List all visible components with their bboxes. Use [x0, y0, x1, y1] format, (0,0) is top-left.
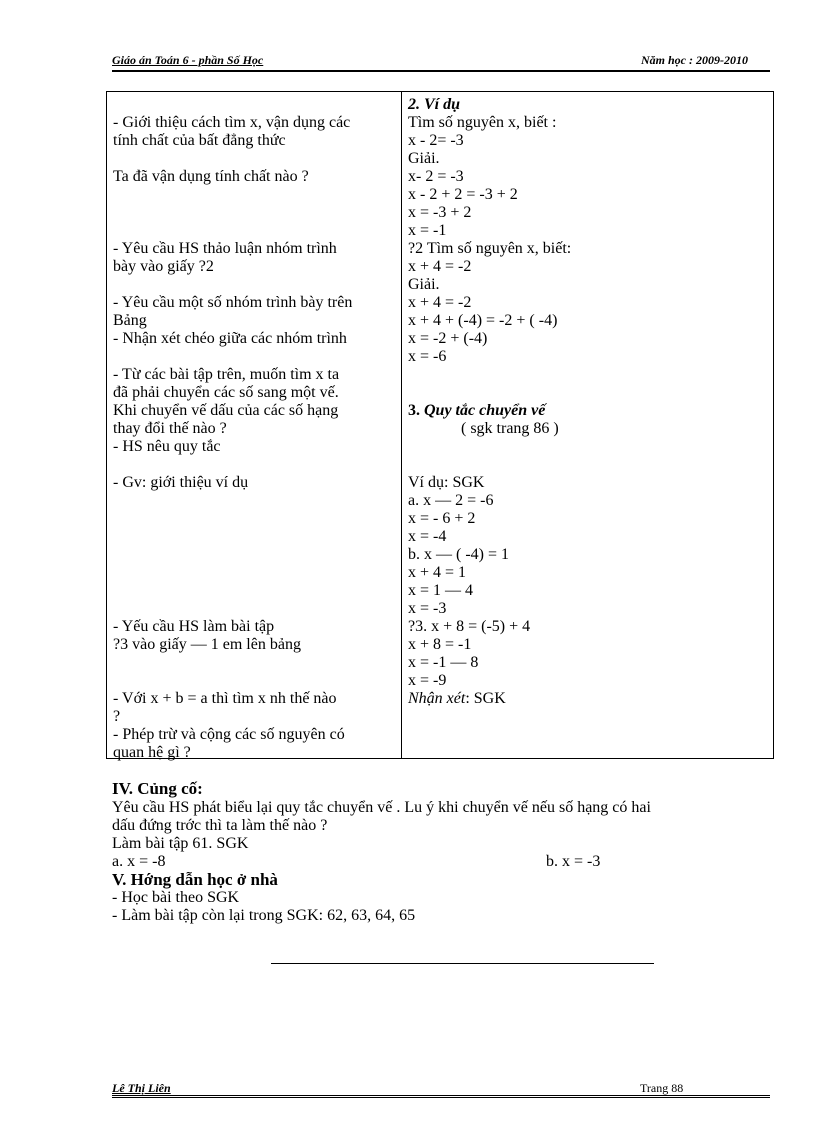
- section-v-line: - Làm bài tập còn lại trong SGK: 62, 63, 64, 65: [112, 907, 416, 924]
- left-line: Bảng: [113, 312, 147, 329]
- right-line: x - 2= -3: [408, 132, 464, 149]
- left-line: - Từ các bài tập trên, muốn tìm x ta: [113, 366, 340, 383]
- remark-line: [408, 690, 506, 708]
- lesson-table: [106, 91, 774, 759]
- right-line: Giải.: [408, 276, 440, 293]
- section-iv-line: Làm bài tập 61. SGK: [112, 835, 249, 852]
- remark-value: : SGK: [465, 690, 506, 707]
- page-number: Trang 88: [640, 1081, 684, 1095]
- example-heading: 2. Ví dụ: [408, 96, 461, 113]
- footer-rule: [112, 1097, 770, 1098]
- right-line: x = -4: [408, 528, 447, 545]
- right-line: x- 2 = -3: [408, 168, 464, 185]
- right-line: x = - 6 + 2: [408, 510, 476, 527]
- answer-a: a. x = -8: [112, 853, 166, 870]
- section-iv-line: dấu đứng trớc thì ta làm thế nào ?: [112, 817, 328, 834]
- right-line: x + 8 = -1: [408, 636, 472, 653]
- answer-b: b. x = -3: [546, 853, 601, 870]
- left-line: - Với x + b = a thì tìm x nh thế nào: [113, 690, 337, 707]
- left-line: - Nhận xét chéo giữa các nhóm trình: [113, 330, 347, 347]
- right-line: x = -6: [408, 348, 447, 365]
- left-line: - Yếu cầu HS làm bài tập: [113, 618, 275, 635]
- remark-label: Nhận xét: [408, 690, 466, 707]
- left-line: thay đổi thế nào ?: [113, 420, 227, 437]
- right-line: x + 4 = 1: [408, 564, 467, 581]
- right-line: a. x — 2 = -6: [408, 492, 494, 509]
- right-line: Ví dụ: SGK: [408, 474, 485, 491]
- right-line: x = -9: [408, 672, 447, 689]
- right-line: x + 4 = -2: [408, 258, 472, 275]
- left-line: - Giới thiệu cách tìm x, vận dụng các: [113, 114, 351, 131]
- right-line: x = -3 + 2: [408, 204, 472, 221]
- left-line: - Yêu cầu một số nhóm trình bày trên: [113, 294, 353, 311]
- section-iv-line: Yêu cầu HS phát biểu lại quy tắc chuyển vế . Lu ý khi chuyển vế nếu số hạng có hai: [112, 799, 651, 816]
- section-v-title: V. Hớng dẫn học ở nhà: [112, 870, 278, 889]
- right-line: Giải.: [408, 150, 440, 167]
- section-iv-title: IV. Củng cố:: [112, 779, 203, 798]
- right-line: Tìm số nguyên x, biết :: [408, 114, 557, 131]
- rule-title: Quy tắc chuyển vế: [424, 402, 546, 419]
- page-footer: [112, 1081, 770, 1096]
- left-line: - Gv: giới thiệu ví dụ: [113, 474, 249, 491]
- left-line: Ta đã vận dụng tính chất nào ?: [113, 168, 309, 185]
- rule-reference: ( sgk trang 86 ): [461, 420, 559, 437]
- right-line: x - 2 + 2 = -3 + 2: [408, 186, 518, 203]
- left-line: ?3 vào giấy — 1 em lên bảng: [113, 636, 301, 653]
- rule-number: 3.: [408, 402, 420, 419]
- right-line: ?3. x + 8 = (-5) + 4: [408, 618, 531, 635]
- rule-heading: [408, 402, 545, 420]
- right-line: x = 1 — 4: [408, 582, 474, 599]
- left-line: - HS nêu quy tắc: [113, 438, 221, 455]
- left-line: tính chất của bất đẳng thức: [113, 132, 286, 149]
- left-line: bày vào giấy ?2: [113, 258, 214, 275]
- page-header: [112, 52, 770, 72]
- header-title: Giáo án Toán 6 - phần Số Học: [112, 53, 264, 67]
- right-line: x = -1 — 8: [408, 654, 479, 671]
- right-line: b. x — ( -4) = 1: [408, 546, 510, 563]
- right-line: x = -1: [408, 222, 447, 239]
- author-name: Lê Thị Liên: [112, 1081, 171, 1095]
- right-line: x + 4 = -2: [408, 294, 472, 311]
- column-divider: [401, 92, 402, 758]
- separator-line: [271, 963, 654, 964]
- right-line: x = -3: [408, 600, 447, 617]
- right-line: x = -2 + (-4): [408, 330, 488, 347]
- right-line: ?2 Tìm số nguyên x, biết:: [408, 240, 572, 257]
- left-line: ?: [113, 708, 121, 725]
- left-line: quan hệ gì ?: [113, 744, 191, 761]
- left-line: đã phải chuyển các số sang một vế.: [113, 384, 339, 401]
- section-v-line: - Học bài theo SGK: [112, 889, 240, 906]
- right-line: x + 4 + (-4) = -2 + ( -4): [408, 312, 558, 329]
- left-line: Khi chuyển vế dấu của các số hạng: [113, 402, 339, 419]
- header-year: Năm học : 2009-2010: [641, 53, 748, 67]
- left-line: - Phép trừ và cộng các số nguyên có: [113, 726, 345, 743]
- left-line: - Yêu cầu HS thảo luận nhóm trình: [113, 240, 337, 257]
